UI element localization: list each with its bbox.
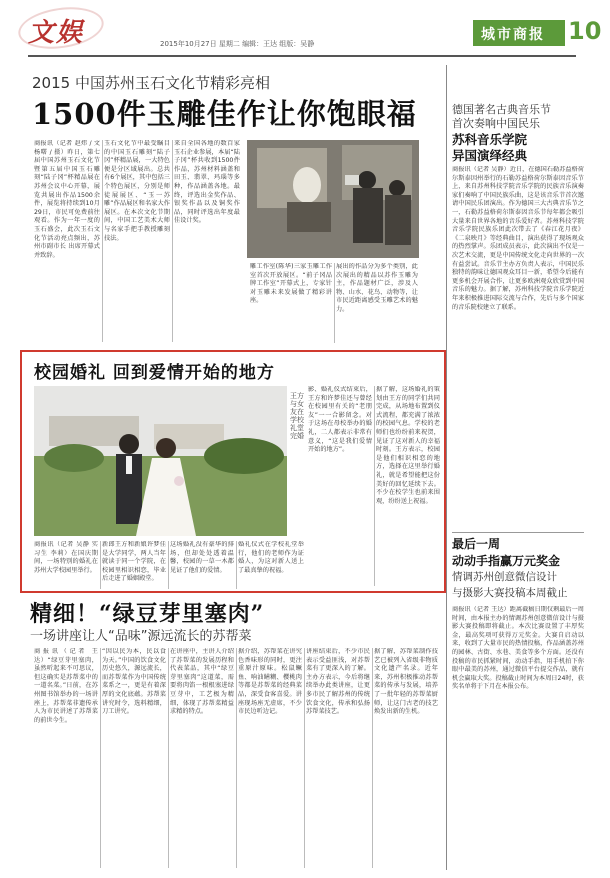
su-cuisine-column: 商报讯（记者 王达）“绿豆芽里塞肉，虽然听起来不可思议，但这确实是苏帮菜中的一道名菜。”日前，在苏州图书馆举办的一场讲座上，苏帮菜非遗传承人为市民讲述了苏帮菜的前世今生。 — [34, 648, 98, 724]
column-divider — [334, 263, 335, 343]
issue-date-line: 2015年10月27日 星期二 编辑：王达 组版：吴静 — [160, 40, 315, 48]
su-cuisine-headline: 精细！“绿豆芽里塞肉” — [30, 601, 265, 627]
contest-story-headline: 最后一周 — [452, 537, 501, 551]
campus-wedding-headline: 校园婚礼 回到爱情开始的地方 — [34, 363, 275, 383]
contest-story-headline: 动动手指赢万元奖金 — [452, 554, 561, 568]
su-cuisine-column: 讲座结束后，不少市民表示受益匪浅，对苏帮菜有了更深入的了解。主办方表示，今后将继续举办此类讲座，让更多市民了解苏州的传统饮食文化，传承和弘扬苏帮菜技艺。 — [306, 648, 370, 716]
music-story-body: 商报讯（记者 吴静）近日，在德国石勒苏益格荷尔斯泰因州举行的石勒苏益格荷尔斯泰因音乐节上，来自苏州科技学院音乐学院的民族音乐演奏家们奏响了中国民族乐曲，这是该音乐节首次邀请中国民乐团演出。作为德国三大古典音乐节之一，石勒苏益格荷尔斯泰因音乐节每年都会吸引大量来自世界各地的音乐爱好者。苏州科技学院音乐学院民族乐团此次带去了《春江花月夜》《二泉映月》等经典曲目，演出获得了现场观众的热烈掌声。乐团成员表示，此次演出不仅是一次艺术交流，更是中国传统文化走向世界的一次有益尝试。音乐节主办方负责人表示，中国民乐独特的韵味让德国观众耳目一新，希望今后能有更多机会开展合作，让更多欧洲观众欣赏到中国音乐的魅力。据了解，苏州科技学院音乐学院近年来积极推进国际交流与合作，先后与多个国家的音乐院校建立了联系。 — [452, 166, 584, 311]
lead-story-column: 雕工作室(陈华)三家玉雕工作室首次开放展区。“前子冈品牌工作室”开幕式上，专家针对玉雕未来发展做了精彩讲座。 — [250, 263, 332, 305]
contest-story-kicker: 与摄影大赛投稿本周截止 — [452, 587, 568, 599]
wedding-couple-photo — [34, 386, 287, 536]
column-divider — [102, 140, 103, 342]
page-number: 10 — [568, 17, 602, 45]
music-story-headline: 异国演绎经典 — [452, 148, 528, 163]
contest-story-kicker: 情调苏州创意微信设计 — [452, 571, 557, 583]
su-cuisine-column: 据介绍，苏帮菜在讲究色香味形的同时，更注重原汁原味。松鼠鳜鱼、响油鳝糊、樱桃肉等都是苏帮菜的经典菜品，深受食客喜爱。讲座现场座无虚席，不少市民边听边记。 — [238, 648, 302, 716]
lead-story-column: 玉石文化节中最受瞩目的中国玉石雕刻“陆子冈”杯精品展，一大特色便是分区域展出。总共有6个展区，其中包括三个特色展区，分别是师徒展展区、“玉一苏雕”作品展区和名家大作展区。在本次文化节期间，中国工艺美术大师与名家手把手教授雕刻技法。 — [104, 140, 170, 242]
section-name: 文娱 — [28, 18, 85, 48]
su-cuisine-column: 在讲座中，主讲人介绍了苏帮菜的发展历程和代表菜品，其中“绿豆芽里塞肉”这道菜，需要将肉馅一根根塞进绿豆芽中，工艺极为精细，体现了苏帮菜精益求精的特点。 — [170, 648, 234, 716]
column-divider — [374, 386, 375, 586]
story-divider — [452, 532, 584, 533]
campus-wedding-column: 婚礼仪式在学校礼堂举行，他们的老师作为证婚人，为这对新人送上了最真挚的祝福。 — [238, 541, 304, 574]
header-rule — [28, 55, 576, 57]
column-divider — [168, 648, 169, 868]
paper-name-banner: 城市商报 — [473, 20, 565, 46]
lead-story-column: 展出的作品分为多个类别，此次展出的精品以苏作玉雕为主，作品题材广泛，涉及人物、山水、花鸟、动物等，让市民近距离感受玉雕艺术的魅力。 — [336, 263, 418, 313]
music-story-headline: 苏科音乐学院 — [452, 132, 528, 147]
su-cuisine-column: 据了解，苏帮菜制作技艺已被列入省级非物质文化遗产名录。近年来，苏州积极推动苏帮菜的传承与发展，培养了一批年轻的苏帮菜厨师，让这门古老的技艺焕发出新的生机。 — [374, 648, 438, 716]
wedding-photo-caption: 王方与女友在学校礼堂完婚 — [290, 392, 304, 440]
column-divider — [100, 541, 101, 589]
column-divider — [100, 648, 101, 868]
column-divider — [168, 541, 169, 589]
lead-story-headline: 1500件玉雕佳作让你饱眼福 — [32, 97, 417, 131]
campus-wedding-column: 新郎王方和新娘许梦佳是大学同学，两人当年就读于同一个学院，在校园里相识相恋，毕业后走进了婚姻殿堂。 — [102, 541, 166, 583]
lead-story-kicker: 2015 中国苏州玉石文化节精彩亮相 — [32, 74, 270, 92]
campus-wedding-column: 这场婚礼没有豪华的排场，但却处处透着温馨，校园的一草一木都见证了他们的爱情。 — [170, 541, 234, 574]
column-divider — [236, 541, 237, 589]
lead-story-column: 来自全国各地的数百家玉石企业参展，本届“陆子冈”杯共收到1500件作品，苏州材料涵盖和田玉、翡翠、玛瑙等多种，作品涵盖各地。最终，评选出金奖作品、银奖作品以及铜奖作品，同时评选出年度最佳设计奖。 — [174, 140, 240, 225]
column-divider — [372, 648, 373, 868]
campus-wedding-column: 影、婚礼仪式结束后，王方和许梦佳还与曾经在校园里有关的“老朋友”一一合影留念。对于这场在母校举办的婚礼，二人都表示非常有意义，“这是我们爱情开始的地方”。 — [308, 386, 372, 454]
su-cuisine-column: “因以民为本，民以食为天。”中国的饮食文化历史悠久，源远流长，而苏帮菜作为中国传统菜系之一，更是有着深厚的文化底蕴。苏帮菜讲究时令，选料精细，刀工讲究。 — [102, 648, 166, 716]
jade-exhibition-photo — [247, 140, 419, 258]
right-column-divider — [446, 65, 447, 870]
column-divider — [172, 140, 173, 342]
su-cuisine-subheadline: 一场讲座让人“品味”源远流长的苏帮菜 — [30, 629, 252, 644]
campus-wedding-column: 据了解，这场婚礼的策划由王方的同学们共同完成，从场地布置到仪式流程，都充满了浓浓的校园气息。学校的老师们也纷纷前来祝贺，见证了这对新人的幸福时刻。王方表示，校园是他们相识相恋的地方，选择在这里举行婚礼，就是希望能把这份美好的回忆延续下去。不少在校学生也前来围观，纷纷送上祝福。 — [376, 386, 440, 505]
music-story-kicker: 德国著名古典音乐节 — [452, 103, 551, 116]
music-story-kicker: 首次奏响中国民乐 — [452, 117, 540, 130]
column-divider — [304, 648, 305, 868]
column-divider — [236, 648, 237, 868]
lead-story-column: 商报讯（记者 赵炜 / 文 杨曙 / 摄）昨日，第七届中国苏州玉石文化节暨第五届中国玉石雕刻“陆子冈”杯精品展在苏州会议中心开幕，展览共展出作品1500余件，展览将持续到10月29日，市民可免费前往观看。作为一年一度的玉石盛会，此次玉石文化节活动亮点频出，苏州市副市长 出席开幕式并致辞。 — [34, 140, 100, 259]
campus-wedding-column: 商报讯（记者 吴静 实习生 李莉）在国庆期间，一场特别的婚礼在苏州大学校园里举行。 — [34, 541, 98, 574]
contest-story-body: 商报讯（记者 王达）距离截稿日期仅剩最后一周时间，由本报主办的情调苏州创意微信设计与摄影大赛投稿即将截止。本次比赛设置了丰厚奖金，最高奖项可获得万元奖金。大赛自启动以来，收到了大量市民的热情投稿，作品涵盖苏州的园林、古街、水巷、美食等多个方面。还没有投稿的市民抓紧时间，动动手指，用手机拍下你眼中最美的苏州，通过微信平台提交作品，就有机会赢取大奖。投稿截止时间为本周日24时，获奖名单将于下月在本报公布。 — [452, 606, 584, 691]
